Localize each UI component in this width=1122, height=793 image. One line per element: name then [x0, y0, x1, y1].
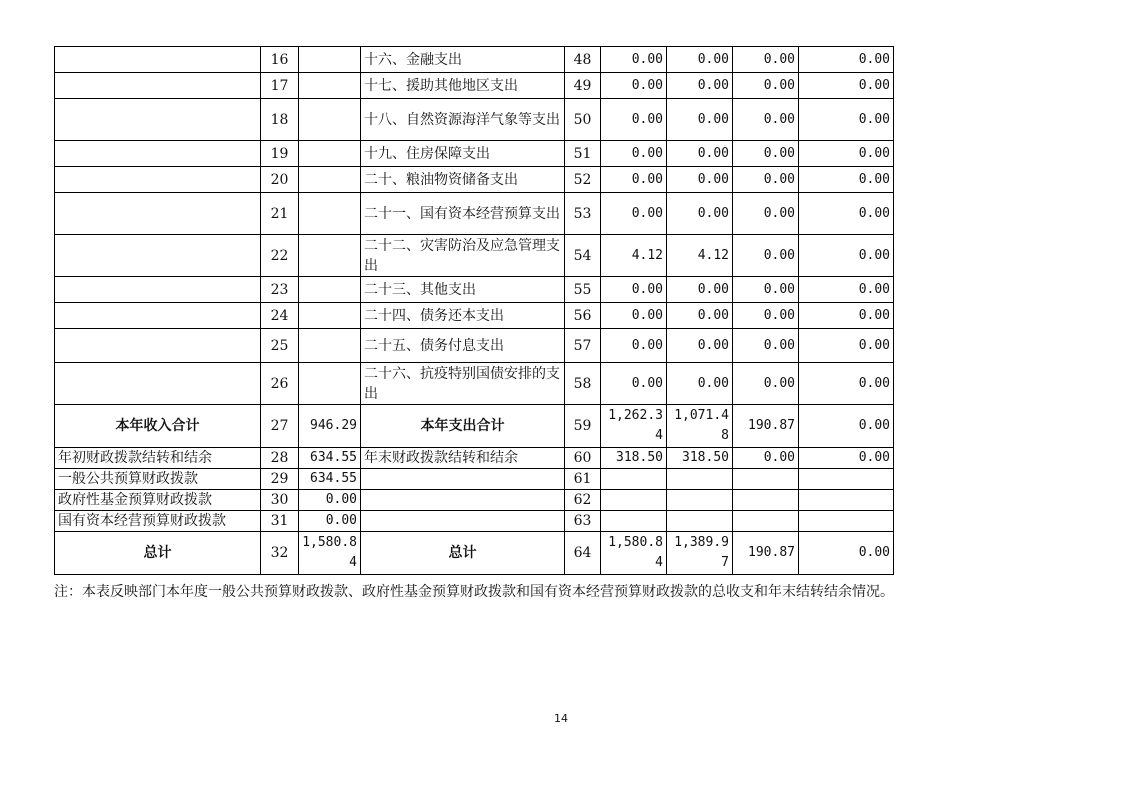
income-amount-cell	[299, 193, 361, 235]
expense-line-cell: 49	[565, 73, 601, 99]
expense-total-cell: 0.00	[601, 193, 667, 235]
state-capital-cell: 0.00	[799, 99, 894, 141]
state-capital-cell: 0.00	[799, 47, 894, 73]
income-line-cell: 32	[261, 532, 299, 575]
table-row	[55, 329, 894, 363]
income-amount-cell: 634.55	[299, 448, 361, 469]
general-budget-cell: 0.00	[667, 363, 733, 405]
table-row	[55, 490, 894, 511]
expense-total-cell: 0.00	[601, 141, 667, 167]
general-budget-cell	[667, 490, 733, 511]
state-capital-cell	[799, 490, 894, 511]
expense-total-cell	[601, 490, 667, 511]
expense-total-cell: 0.00	[601, 303, 667, 329]
expense-item-cell: 二十六、抗疫特别国债安排的支出	[361, 363, 565, 405]
state-capital-cell: 0.00	[799, 277, 894, 303]
income-amount-cell: 946.29	[299, 405, 361, 448]
general-budget-cell: 0.00	[667, 141, 733, 167]
income-amount-cell	[299, 303, 361, 329]
expense-total-cell	[601, 469, 667, 490]
general-budget-cell: 0.00	[667, 73, 733, 99]
expense-total-cell: 0.00	[601, 99, 667, 141]
income-amount-cell	[299, 73, 361, 99]
state-capital-cell	[799, 511, 894, 532]
gov-fund-cell: 0.00	[733, 99, 799, 141]
expense-item-cell: 本年支出合计	[361, 405, 565, 448]
expense-total-cell	[601, 511, 667, 532]
expense-total-cell: 0.00	[601, 329, 667, 363]
income-line-cell: 27	[261, 405, 299, 448]
income-item-cell	[55, 303, 261, 329]
income-item-cell: 总计	[55, 532, 261, 575]
state-capital-cell	[799, 469, 894, 490]
general-budget-cell	[667, 511, 733, 532]
table-body	[55, 47, 894, 575]
gov-fund-cell	[733, 511, 799, 532]
state-capital-cell: 0.00	[799, 532, 894, 575]
income-item-cell: 本年收入合计	[55, 405, 261, 448]
expense-item-cell	[361, 490, 565, 511]
expense-line-cell: 60	[565, 448, 601, 469]
income-item-cell	[55, 193, 261, 235]
income-item-cell	[55, 277, 261, 303]
table-row	[55, 235, 894, 277]
fiscal-summary-table	[54, 46, 894, 575]
income-amount-cell	[299, 99, 361, 141]
income-amount-cell: 0.00	[299, 490, 361, 511]
gov-fund-cell: 0.00	[733, 141, 799, 167]
table-row	[55, 73, 894, 99]
income-item-cell	[55, 167, 261, 193]
income-item-cell: 国有资本经营预算财政拨款	[55, 511, 261, 532]
general-budget-cell: 1,071.48	[667, 405, 733, 448]
table-row	[55, 277, 894, 303]
expense-total-cell: 1,262.34	[601, 405, 667, 448]
gov-fund-cell: 0.00	[733, 277, 799, 303]
income-item-cell	[55, 363, 261, 405]
expense-item-cell: 二十二、灾害防治及应急管理支出	[361, 235, 565, 277]
expense-total-cell: 1,580.84	[601, 532, 667, 575]
gov-fund-cell: 0.00	[733, 47, 799, 73]
gov-fund-cell: 0.00	[733, 303, 799, 329]
expense-total-cell: 0.00	[601, 363, 667, 405]
income-line-cell: 21	[261, 193, 299, 235]
gov-fund-cell: 0.00	[733, 363, 799, 405]
income-item-cell: 政府性基金预算财政拨款	[55, 490, 261, 511]
expense-line-cell: 55	[565, 277, 601, 303]
expense-item-cell	[361, 469, 565, 490]
table-footnote: 注：本表反映部门本年度一般公共预算财政拨款、政府性基金预算财政拨款和国有资本经营预算财政拨款的总收支和年末结转结余情况。	[54, 584, 894, 600]
income-amount-cell	[299, 363, 361, 405]
expense-line-cell: 57	[565, 329, 601, 363]
income-item-cell: 年初财政拨款结转和结余	[55, 448, 261, 469]
income-amount-cell	[299, 329, 361, 363]
table-row	[55, 363, 894, 405]
state-capital-cell: 0.00	[799, 405, 894, 448]
expense-line-cell: 61	[565, 469, 601, 490]
expense-line-cell: 50	[565, 99, 601, 141]
gov-fund-cell: 0.00	[733, 167, 799, 193]
state-capital-cell: 0.00	[799, 235, 894, 277]
income-line-cell: 22	[261, 235, 299, 277]
gov-fund-cell: 190.87	[733, 405, 799, 448]
income-line-cell: 26	[261, 363, 299, 405]
income-amount-cell: 0.00	[299, 511, 361, 532]
income-amount-cell: 634.55	[299, 469, 361, 490]
expense-line-cell: 64	[565, 532, 601, 575]
table-row	[55, 99, 894, 141]
income-line-cell: 28	[261, 448, 299, 469]
expense-line-cell: 52	[565, 167, 601, 193]
income-line-cell: 30	[261, 490, 299, 511]
expense-item-cell: 总计	[361, 532, 565, 575]
income-item-cell	[55, 73, 261, 99]
expense-total-cell: 4.12	[601, 235, 667, 277]
general-budget-cell: 0.00	[667, 167, 733, 193]
gov-fund-cell: 0.00	[733, 235, 799, 277]
income_total-row	[55, 405, 894, 448]
income-line-cell: 16	[261, 47, 299, 73]
income-line-cell: 19	[261, 141, 299, 167]
gov-fund-cell: 190.87	[733, 532, 799, 575]
general-budget-cell: 4.12	[667, 235, 733, 277]
table-row	[55, 141, 894, 167]
income-line-cell: 17	[261, 73, 299, 99]
expense-line-cell: 59	[565, 405, 601, 448]
table-row	[55, 511, 894, 532]
income-amount-cell	[299, 141, 361, 167]
expense-line-cell: 54	[565, 235, 601, 277]
income-amount-cell	[299, 235, 361, 277]
expense-item-cell: 二十四、债务还本支出	[361, 303, 565, 329]
expense-line-cell: 51	[565, 141, 601, 167]
expense-line-cell: 62	[565, 490, 601, 511]
table-row	[55, 193, 894, 235]
gov-fund-cell	[733, 469, 799, 490]
table-row	[55, 167, 894, 193]
expense-item-cell: 十六、金融支出	[361, 47, 565, 73]
expense-line-cell: 53	[565, 193, 601, 235]
state-capital-cell: 0.00	[799, 329, 894, 363]
income-line-cell: 25	[261, 329, 299, 363]
expense-item-cell: 二十一、国有资本经营预算支出	[361, 193, 565, 235]
general-budget-cell: 0.00	[667, 47, 733, 73]
general-budget-cell: 1,389.97	[667, 532, 733, 575]
table-row	[55, 469, 894, 490]
state-capital-cell: 0.00	[799, 141, 894, 167]
income-line-cell: 23	[261, 277, 299, 303]
state-capital-cell: 0.00	[799, 167, 894, 193]
expense-item-cell: 十七、援助其他地区支出	[361, 73, 565, 99]
state-capital-cell: 0.00	[799, 303, 894, 329]
expense-line-cell: 48	[565, 47, 601, 73]
expense-total-cell: 0.00	[601, 167, 667, 193]
income-item-cell	[55, 329, 261, 363]
gov-fund-cell	[733, 490, 799, 511]
income-line-cell: 29	[261, 469, 299, 490]
state-capital-cell: 0.00	[799, 193, 894, 235]
income-line-cell: 20	[261, 167, 299, 193]
expense-line-cell: 56	[565, 303, 601, 329]
income-line-cell: 24	[261, 303, 299, 329]
expense-line-cell: 58	[565, 363, 601, 405]
expense-item-cell: 十九、住房保障支出	[361, 141, 565, 167]
expense-item-cell: 十八、自然资源海洋气象等支出	[361, 99, 565, 141]
income-item-cell	[55, 99, 261, 141]
income-item-cell	[55, 141, 261, 167]
general-budget-cell: 0.00	[667, 329, 733, 363]
expense-total-cell: 0.00	[601, 73, 667, 99]
state-capital-cell: 0.00	[799, 73, 894, 99]
income-amount-cell	[299, 47, 361, 73]
gov-fund-cell: 0.00	[733, 329, 799, 363]
general-budget-cell	[667, 469, 733, 490]
table-row	[55, 303, 894, 329]
expense-item-cell: 年末财政拨款结转和结余	[361, 448, 565, 469]
gov-fund-cell: 0.00	[733, 448, 799, 469]
state-capital-cell: 0.00	[799, 363, 894, 405]
income-line-cell: 18	[261, 99, 299, 141]
table-row	[55, 47, 894, 73]
income-line-cell: 31	[261, 511, 299, 532]
gov-fund-cell: 0.00	[733, 73, 799, 99]
expense-total-cell: 0.00	[601, 47, 667, 73]
grand_total-row	[55, 532, 894, 575]
income-item-cell	[55, 47, 261, 73]
carryover-row	[55, 448, 894, 469]
expense-item-cell: 二十三、其他支出	[361, 277, 565, 303]
expense-item-cell	[361, 511, 565, 532]
general-budget-cell: 318.50	[667, 448, 733, 469]
gov-fund-cell: 0.00	[733, 193, 799, 235]
income-amount-cell	[299, 167, 361, 193]
expense-total-cell: 0.00	[601, 277, 667, 303]
expense-item-cell: 二十、粮油物资储备支出	[361, 167, 565, 193]
state-capital-cell: 0.00	[799, 448, 894, 469]
income-amount-cell: 1,580.84	[299, 532, 361, 575]
page-number: 14	[554, 712, 568, 725]
income-item-cell	[55, 235, 261, 277]
expense-item-cell: 二十五、债务付息支出	[361, 329, 565, 363]
general-budget-cell: 0.00	[667, 193, 733, 235]
expense-total-cell: 318.50	[601, 448, 667, 469]
general-budget-cell: 0.00	[667, 277, 733, 303]
expense-line-cell: 63	[565, 511, 601, 532]
income-amount-cell	[299, 277, 361, 303]
income-item-cell: 一般公共预算财政拨款	[55, 469, 261, 490]
general-budget-cell: 0.00	[667, 303, 733, 329]
general-budget-cell: 0.00	[667, 99, 733, 141]
